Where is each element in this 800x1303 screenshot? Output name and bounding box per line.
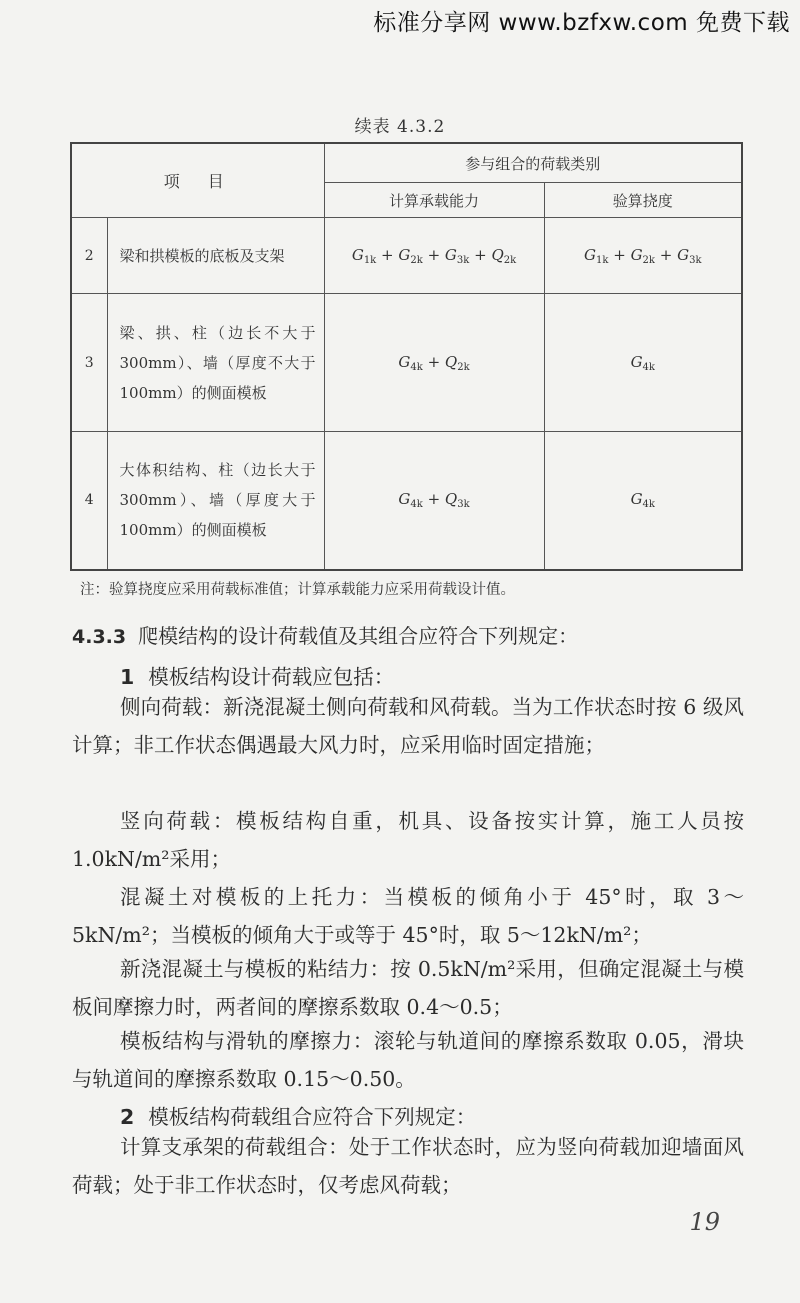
paragraph: 模板结构与滑轨的摩擦力：滚轮与轨道间的摩擦系数取 0.05，滑块与轨道间的摩擦系数取 0.15～0.50。 xyxy=(72,1029,744,1091)
section-heading xyxy=(72,620,578,649)
paragraph: 侧向荷载：新浇混凝土侧向荷载和风荷载。当为工作状态时按 6 级风计算；非工作状态偶遇最大风力时，应采用临时固定措施； xyxy=(72,695,744,757)
header-check-deflection: 验算挠度 xyxy=(544,183,742,218)
row-check-formula: $G_{4k}$ xyxy=(544,294,742,432)
row-description: 梁、拱、柱（边长不大于 300mm）、墙（厚度不大于 100mm）的侧面模板 xyxy=(107,294,324,432)
paragraph: 竖向荷载：模板结构自重，机具、设备按实计算，施工人员按 1.0kN/m²采用； xyxy=(72,809,744,871)
item-text: 模板结构设计荷载应包括： xyxy=(148,665,395,689)
row-number: 3 xyxy=(71,294,107,432)
item-number: 2 xyxy=(120,1105,135,1129)
paragraph: 混凝土对模板的上托力：当模板的倾角小于 45°时，取 3～5kN/m²；当模板的倾角大于或等于 45°时，取 5～12kN/m²； xyxy=(72,885,744,947)
row-calc-formula: $G_{4k} + Q_{3k}$ xyxy=(324,432,544,570)
header-calc-capacity: 计算承载能力 xyxy=(324,183,544,218)
item-heading-2 xyxy=(120,1100,476,1130)
table-row xyxy=(71,294,742,432)
table-note: 注：验算挠度应采用荷载标准值；计算承载能力应采用荷载设计值。 xyxy=(80,582,515,598)
header-load-group: 参与组合的荷载类别 xyxy=(324,143,742,183)
row-calc-formula: $G_{1k} + G_{2k} + G_{3k} + Q_{2k}$ xyxy=(324,218,544,294)
row-check-formula: $G_{4k}$ xyxy=(544,432,742,570)
row-number: 2 xyxy=(71,218,107,294)
load-combination-table xyxy=(70,142,743,571)
page-number: 19 xyxy=(689,1208,720,1236)
row-description: 梁和拱模板的底板及支架 xyxy=(107,218,324,294)
item-text: 模板结构荷载组合应符合下列规定： xyxy=(148,1105,477,1129)
row-calc-formula: $G_{4k} + Q_{2k}$ xyxy=(324,294,544,432)
row-check-formula: $G_{1k} + G_{2k} + G_{3k}$ xyxy=(544,218,742,294)
table-row xyxy=(71,218,742,294)
table-row xyxy=(71,432,742,570)
header-item: 项目 xyxy=(71,143,324,218)
item-heading-1 xyxy=(120,660,394,690)
item-number: 1 xyxy=(120,665,135,689)
section-number: 4.3.3 xyxy=(72,626,127,648)
row-number: 4 xyxy=(71,432,107,570)
site-watermark: 标准分享网 www.bzfxw.com 免费下载 xyxy=(373,10,790,36)
section-title: 爬模结构的设计荷载值及其组合应符合下列规定： xyxy=(138,624,579,648)
paragraph: 新浇混凝土与模板的粘结力：按 0.5kN/m²采用，但确定混凝土与模板间摩擦力时，两者间的摩擦系数取 0.4～0.5； xyxy=(72,957,744,1019)
table-caption: 续表 4.3.2 xyxy=(354,117,446,137)
row-description: 大体积结构、柱（边长大于 300mm）、墙（厚度大于 100mm）的侧面模板 xyxy=(107,432,324,570)
paragraph: 计算支承架的荷载组合：处于工作状态时，应为竖向荷载加迎墙面风荷载；处于非工作状态时，仅考虑风荷载； xyxy=(72,1135,744,1197)
